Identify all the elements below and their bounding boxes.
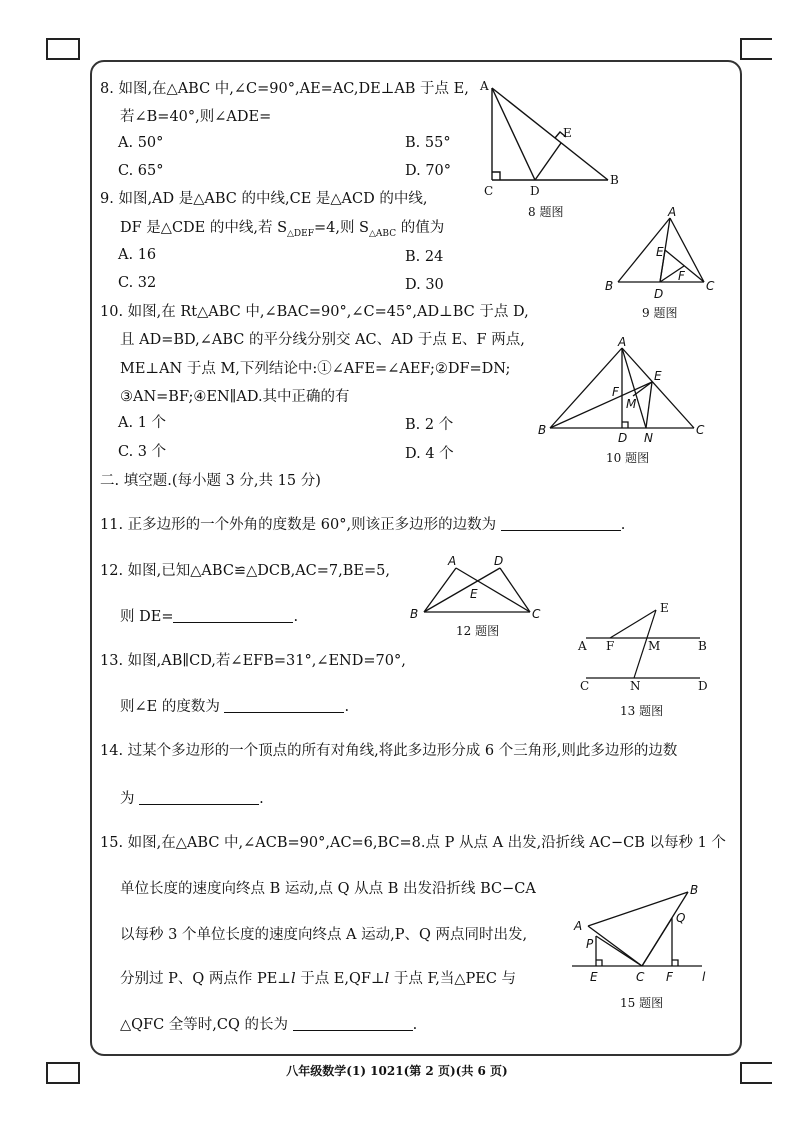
q8-label-B: B [610, 173, 619, 187]
q13-label-B: B [698, 639, 707, 653]
q15-figure [568, 884, 718, 984]
q15-line4-l2: l [384, 971, 390, 987]
corner-mark-top-right [740, 38, 772, 60]
q11-answer-blank[interactable] [501, 516, 621, 531]
q11-text [100, 516, 625, 534]
section-2-heading: 二. 填空题.(每小题 3 分,共 15 分) [100, 473, 321, 489]
q13-line2 [120, 698, 349, 716]
q8-option-a: A. 50° [118, 135, 164, 151]
q9-sub-abc: △ABC [369, 228, 397, 239]
q12-label-D: D [494, 554, 504, 568]
page-footer: 八年级数学(1) 1021(第 2 页)(共 6 页) [286, 1064, 508, 1078]
q9-figure [600, 205, 720, 301]
q9-line2-pre: DF 是△CDE 的中线,若 S [120, 220, 288, 236]
q15-label-Q: Q [676, 911, 686, 925]
q15-line4-l1: l [290, 971, 296, 987]
q14-answer-blank[interactable] [139, 790, 259, 805]
q9-label-A: A [668, 205, 677, 219]
q10-label-C: C [696, 423, 705, 437]
q10-option-d: D. 4 个 [405, 446, 454, 462]
q12-answer-blank[interactable] [173, 608, 293, 623]
q13-line1: 13. 如图,AB∥CD,若∠EFB=31°,∠END=70°, [100, 653, 406, 669]
q13-stem: 则∠E 的度数为 [120, 699, 220, 715]
q10-line3: ME⊥AN 于点 M,下列结论中:①∠AFE=∠AEF;②DF=DN; [120, 361, 511, 377]
corner-mark-top-left [46, 38, 80, 60]
q12-end: . [293, 609, 299, 625]
q12-label-B: B [410, 607, 419, 621]
q14-line2 [120, 790, 264, 808]
q10-line4: ③AN=BF;④EN∥AD.其中正确的有 [120, 389, 350, 405]
q9-sub-def: △DEF [287, 228, 314, 239]
q15-line1: 15. 如图,在△ABC 中,∠ACB=90°,AC=6,BC=8.点 P 从点 A 出发,沿折线 AC−CB 以每秒 1 个 [100, 835, 726, 851]
q9-line2-mid: =4,则 S [313, 220, 369, 236]
q15-line4-b: 于点 E,QF⊥ [295, 971, 385, 987]
q8-label-D: D [530, 184, 540, 198]
q12-label-E: E [470, 587, 478, 601]
q12-line1: 12. 如图,已知△ABC≌△DCB,AC=7,BE=5, [100, 563, 390, 579]
q9-line1: 9. 如图,AD 是△ABC 的中线,CE 是△ACD 的中线, [100, 191, 428, 207]
q12-label-C: C [532, 607, 541, 621]
q8-label-A: A [480, 79, 489, 93]
q14-end: . [259, 791, 264, 807]
q13-label-F: F [606, 639, 615, 653]
q8-label-E: E [563, 126, 572, 140]
q15-label-l: l [702, 970, 706, 984]
q13-end: . [344, 699, 350, 715]
q15-label-F: F [666, 970, 673, 984]
q15-label-P: P [586, 937, 594, 951]
q10-option-b: B. 2 个 [405, 417, 454, 433]
q12-stem: 则 DE= [120, 609, 174, 625]
q10-label-E: E [654, 369, 662, 383]
q10-label-M: M [626, 397, 637, 411]
q13-label-D: D [698, 679, 708, 693]
q15-line4-a: 分别过 P、Q 两点作 PE⊥ [120, 971, 291, 987]
q15-label-C: C [636, 970, 645, 984]
q10-label-B: B [538, 423, 547, 437]
q8-line1: 8. 如图,在△ABC 中,∠C=90°,AE=AC,DE⊥AB 于点 E, [100, 81, 469, 97]
q9-label-C: C [706, 279, 715, 293]
q9-caption: 9 题图 [642, 306, 678, 320]
q12-caption: 12 题图 [456, 624, 500, 638]
q10-option-c: C. 3 个 [118, 444, 167, 460]
q10-label-D: D [618, 431, 628, 445]
q13-answer-blank[interactable] [224, 698, 344, 713]
q11-end: . [620, 517, 626, 533]
q9-line2 [120, 219, 444, 243]
q10-figure [538, 335, 708, 448]
q10-option-a: A. 1 个 [118, 415, 167, 431]
q13-label-N: N [630, 679, 641, 693]
q10-line1: 10. 如图,在 Rt△ABC 中,∠BAC=90°,∠C=45°,AD⊥BC 于点 D, [100, 304, 529, 320]
q9-option-c: C. 32 [118, 275, 157, 291]
q8-caption: 8 题图 [528, 205, 564, 219]
q15-end: . [412, 1017, 418, 1033]
q10-label-F: F [612, 385, 619, 399]
q15-caption: 15 题图 [620, 996, 664, 1010]
q12-line2 [120, 608, 298, 626]
q15-line4 [120, 970, 516, 988]
q9-label-B: B [605, 279, 614, 293]
q15-line3: 以每秒 3 个单位长度的速度向终点 A 运动,P、Q 两点同时出发, [120, 927, 528, 943]
q8-option-b: B. 55° [405, 135, 451, 151]
q13-label-A: A [578, 639, 587, 653]
q10-caption: 10 题图 [606, 451, 650, 465]
q8-figure [478, 78, 628, 198]
q9-label-E: E [656, 245, 664, 259]
q15-label-A: A [574, 919, 583, 933]
q13-label-M: M [648, 639, 661, 653]
q8-option-c: C. 65° [118, 163, 164, 179]
q9-option-d: D. 30 [405, 277, 444, 293]
q15-line4-c: 于点 F,当△PEC 与 [389, 971, 517, 987]
q15-label-B: B [690, 883, 699, 897]
q13-label-E: E [660, 601, 669, 615]
q15-line2: 单位长度的速度向终点 B 运动,点 Q 从点 B 出发沿折线 BC−CA [120, 881, 536, 897]
q9-option-a: A. 16 [118, 247, 157, 263]
q8-option-d: D. 70° [405, 163, 452, 179]
q10-label-N: N [644, 431, 653, 445]
q8-label-C: C [484, 184, 494, 198]
q9-option-b: B. 24 [405, 249, 444, 265]
q12-figure [408, 552, 548, 622]
q13-label-C: C [580, 679, 590, 693]
q15-answer-blank[interactable] [293, 1016, 413, 1031]
q9-line2-post: 的值为 [396, 220, 445, 236]
q15-line5 [120, 1016, 417, 1034]
q13-figure [574, 598, 714, 693]
q11-stem: 11. 正多边形的一个外角的度数是 60°,则该正多边形的边数为 [100, 517, 497, 533]
q9-label-D: D [654, 287, 664, 301]
q12-label-A: A [448, 554, 457, 568]
q13-caption: 13 题图 [620, 704, 664, 718]
q14-stem: 为 [120, 791, 135, 807]
q8-line2: 若∠B=40°,则∠ADE= [120, 109, 272, 125]
q10-label-A: A [618, 335, 627, 349]
q15-stem: △QFC 全等时,CQ 的长为 [120, 1017, 289, 1033]
q9-label-F: F [678, 269, 685, 283]
q10-line2: 且 AD=BD,∠ABC 的平分线分别交 AC、AD 于点 E、F 两点, [120, 332, 525, 348]
q14-line1: 14. 过某个多边形的一个顶点的所有对角线,将此多边形分成 6 个三角形,则此多边形的边数 [100, 743, 678, 759]
q15-label-E: E [590, 970, 598, 984]
